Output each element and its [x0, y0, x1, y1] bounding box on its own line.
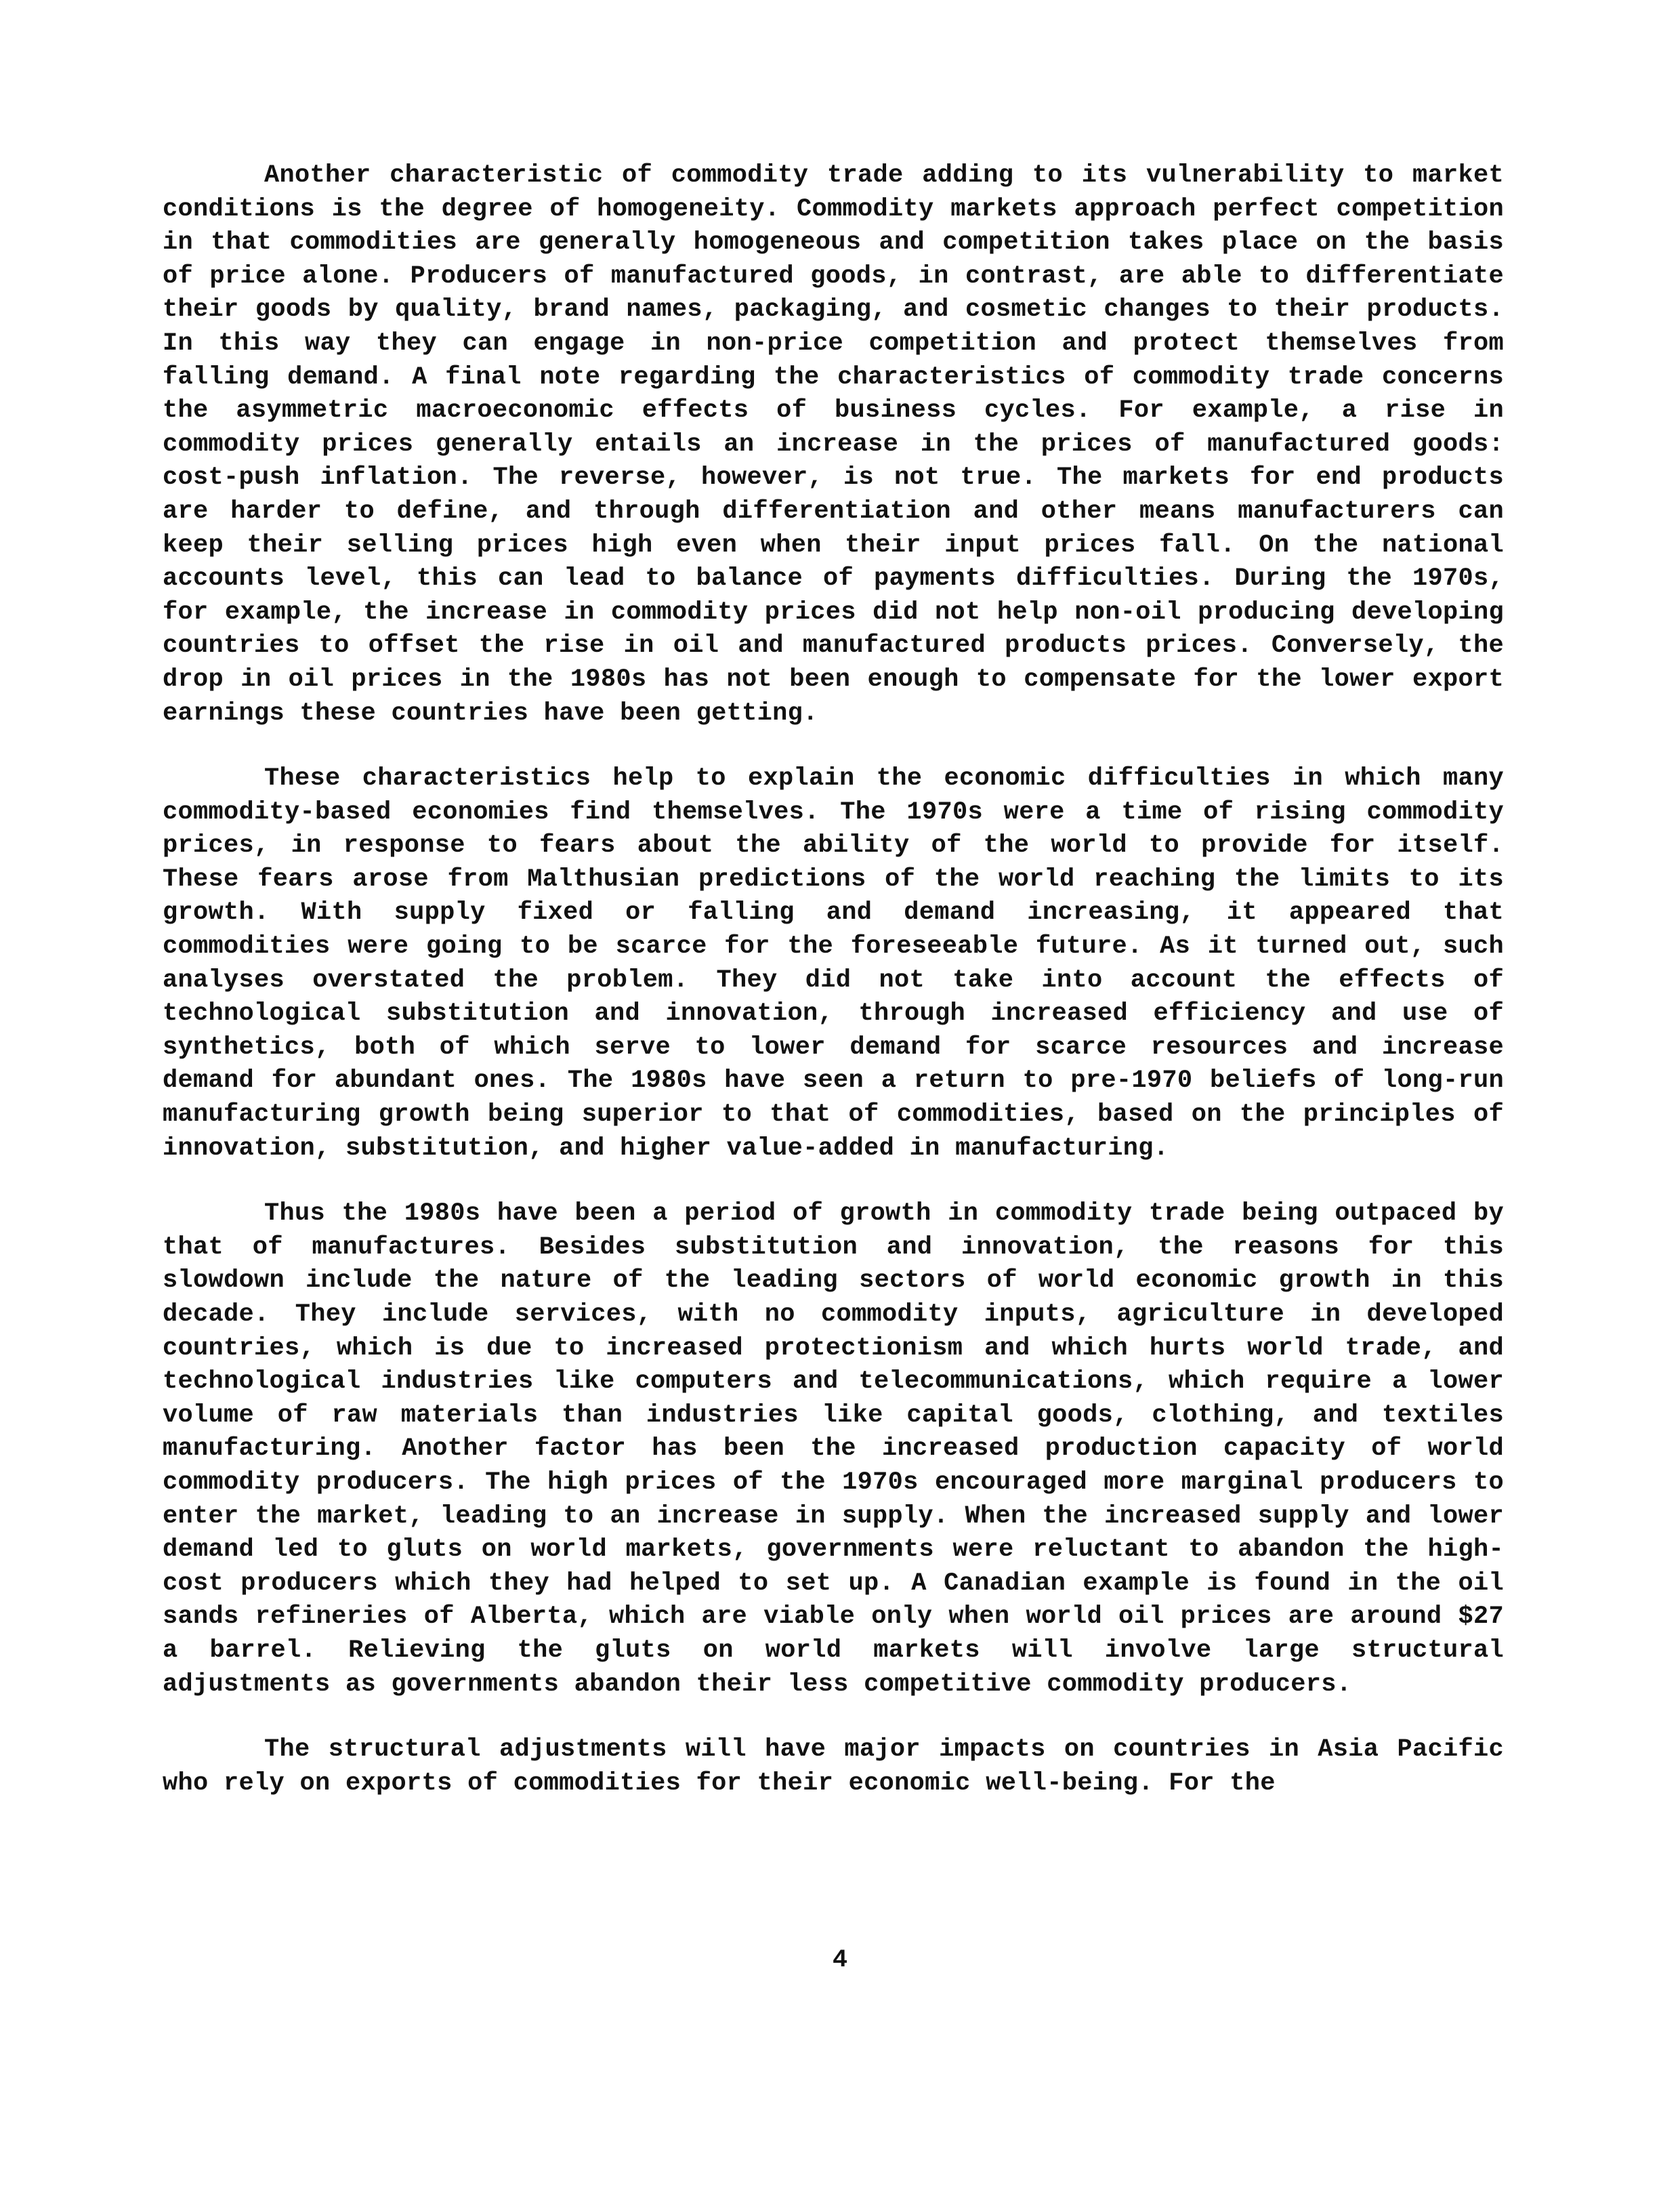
- page-number: 4: [832, 1946, 848, 1974]
- paragraph-structural-adjustments: The structural adjustments will have major impacts on countries in Asia Pacific who rely on exports of commodities for their economic well-being. For the: [163, 1735, 1504, 1798]
- paragraph-1980s-growth: Thus the 1980s have been a period of growth in commodity trade being outpaced by that of manufactures. Besides substitution and innovation, the reasons for this slowdown include the nature of the leading sectors of world economic growth in this decade. They include services, with no commodity inputs, agriculture in developed countries, which is due to increased protectionism and which hurts world trade, and technological industries like computers and telecommunications, which require a lower volume of raw materials than industries like capital goods, clothing, and textiles manufacturing. Another factor has been the increased production capacity of world commodity producers. The high prices of the 1970s encouraged more marginal producers to enter the market, leading to an increase in supply. When the increased supply and lower demand led to gluts on world markets, governments were reluctant to abandon the high-cost producers which they had helped to set up. A Canadian example is found in the oil sands refineries of Alberta, which are viable only when world oil prices are around $27 a barrel. Relieving the gluts on world markets will involve large structural adjustments as governments abandon their less competitive commodity producers.: [163, 1199, 1504, 1699]
- paragraph-economic-difficulties: These characteristics help to explain the economic difficulties in which many commodity-based economies find themselves. The 1970s were a time of rising commodity prices, in response to fears about the ability of the world to provide for itself. These fears arose from Malthusian predictions of the world reaching the limits to its growth. With supply fixed or falling and demand increasing, it appeared that commodities were going to be scarce for the foreseeable future. As it turned out, such analyses overstated the problem. They did not take into account the effects of technological substitution and innovation, through increased efficiency and use of synthetics, both of which serve to lower demand for scarce resources and increase demand for abundant ones. The 1980s have seen a return to pre-1970 beliefs of long-run manufacturing growth being superior to that of commodities, based on the principles of innovation, substitution, and higher value-added in manufacturing.: [163, 764, 1504, 1163]
- paragraph-homogeneity: Another characteristic of commodity trade adding to its vulnerability to market conditions is the degree of homogeneity. Commodity markets approach perfect competition in that commodities are generally homogeneous and competition takes place on the basis of price alone. Producers of manufactured goods, in contrast, are able to differentiate their goods by quality, brand names, packaging, and cosmetic changes to their products. In this way they can engage in non-price competition and protect themselves from falling demand. A final note regarding the characteristics of commodity trade concerns the asymmetric macroeconomic effects of business cycles. For example, a rise in commodity prices generally entails an increase in the prices of manufactured goods: cost-push inflation. The reverse, however, is not true. The markets for end products are harder to define, and through differentiation and other means manufacturers can keep their selling prices high even when their input prices fall. On the national accounts level, this can lead to balance of payments difficulties. During the 1970s, for example, the increase in commodity prices did not help non-oil producing developing countries to offset the rise in oil and manufactured products prices. Conversely, the drop in oil prices in the 1980s has not been enough to compensate for the lower export earnings these countries have been getting.: [163, 161, 1504, 728]
- document-body: [163, 159, 1504, 1832]
